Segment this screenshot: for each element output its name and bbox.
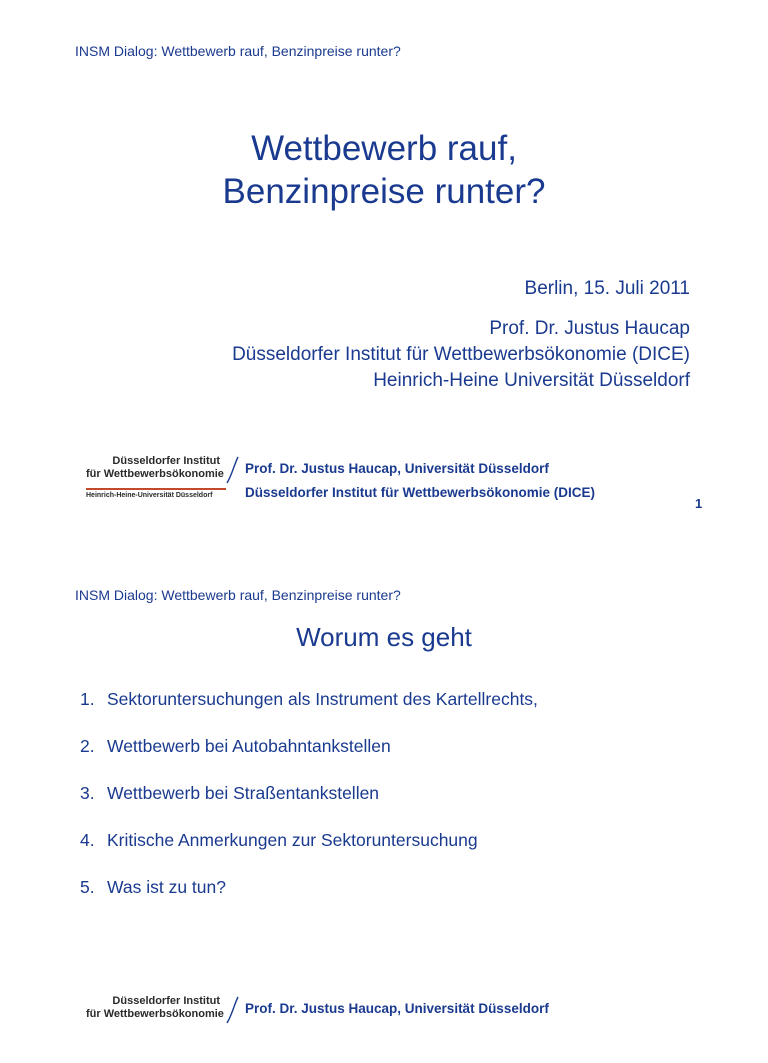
author-block [232, 316, 690, 394]
item-text: Wettbewerb bei Straßentankstellen [107, 783, 380, 803]
list-item [80, 781, 538, 828]
list-item [80, 875, 538, 922]
item-number: 3. [80, 783, 95, 803]
item-text: Kritische Anmerkungen zur Sektoruntersuchung [107, 830, 478, 850]
author-university: Heinrich-Heine Universität Düsseldorf [373, 370, 690, 391]
logo-swoosh-icon [226, 455, 240, 485]
dice-logo [78, 455, 238, 507]
agenda-list [80, 687, 538, 922]
slide-2 [0, 560, 768, 1024]
list-item [80, 734, 538, 781]
title-line-2: Benzinpreise runter? [222, 172, 546, 211]
author-name: Prof. Dr. Justus Haucap [489, 318, 690, 339]
footer-line-1: Prof. Dr. Justus Haucap, Universität Düsseldorf [245, 461, 549, 476]
item-number: 1. [80, 689, 95, 709]
item-text: Sektoruntersuchungen als Instrument des Kartellrechts, [107, 689, 538, 709]
logo-rule [86, 488, 226, 490]
slide-footer [78, 453, 718, 523]
item-number: 4. [80, 830, 95, 850]
logo-line-3: Heinrich-Heine-Universität Düsseldorf [86, 492, 213, 499]
footer-text [245, 457, 595, 505]
list-item [80, 687, 538, 734]
logo-line-1: Düsseldorfer Institut [112, 455, 220, 467]
footer-line-2: Düsseldorfer Institut für Wettbewerbsökonomie (DICE) [245, 485, 596, 500]
logo-line-1: Düsseldorfer Institut [112, 995, 220, 1007]
item-number: 2. [80, 736, 95, 756]
title-line-1: Wettbewerb rauf, [251, 129, 517, 168]
dice-logo [78, 995, 238, 1047]
slide-footer [78, 993, 718, 1063]
slide-heading: Worum es geht [296, 622, 472, 652]
item-number: 5. [80, 877, 95, 897]
presentation-date: Berlin, 15. Juli 2011 [524, 278, 690, 299]
logo-line-2: für Wettbewerbsökonomie [86, 468, 224, 480]
item-text: Wettbewerb bei Autobahntankstellen [107, 736, 391, 756]
slide-title [0, 127, 768, 213]
page-number: 1 [695, 496, 703, 511]
footer-line-1: Prof. Dr. Justus Haucap, Universität Düsseldorf [245, 1001, 549, 1016]
logo-line-2: für Wettbewerbsökonomie [86, 1008, 224, 1020]
author-institute: Düsseldorfer Institut für Wettbewerbsökonomie (DICE) [232, 344, 690, 365]
list-item [80, 828, 538, 875]
slide-header: INSM Dialog: Wettbewerb rauf, Benzinpreise runter? [75, 43, 401, 59]
slide-header: INSM Dialog: Wettbewerb rauf, Benzinpreise runter? [75, 587, 401, 603]
item-text: Was ist zu tun? [107, 877, 226, 897]
footer-text [245, 997, 549, 1021]
logo-swoosh-icon [226, 995, 240, 1025]
